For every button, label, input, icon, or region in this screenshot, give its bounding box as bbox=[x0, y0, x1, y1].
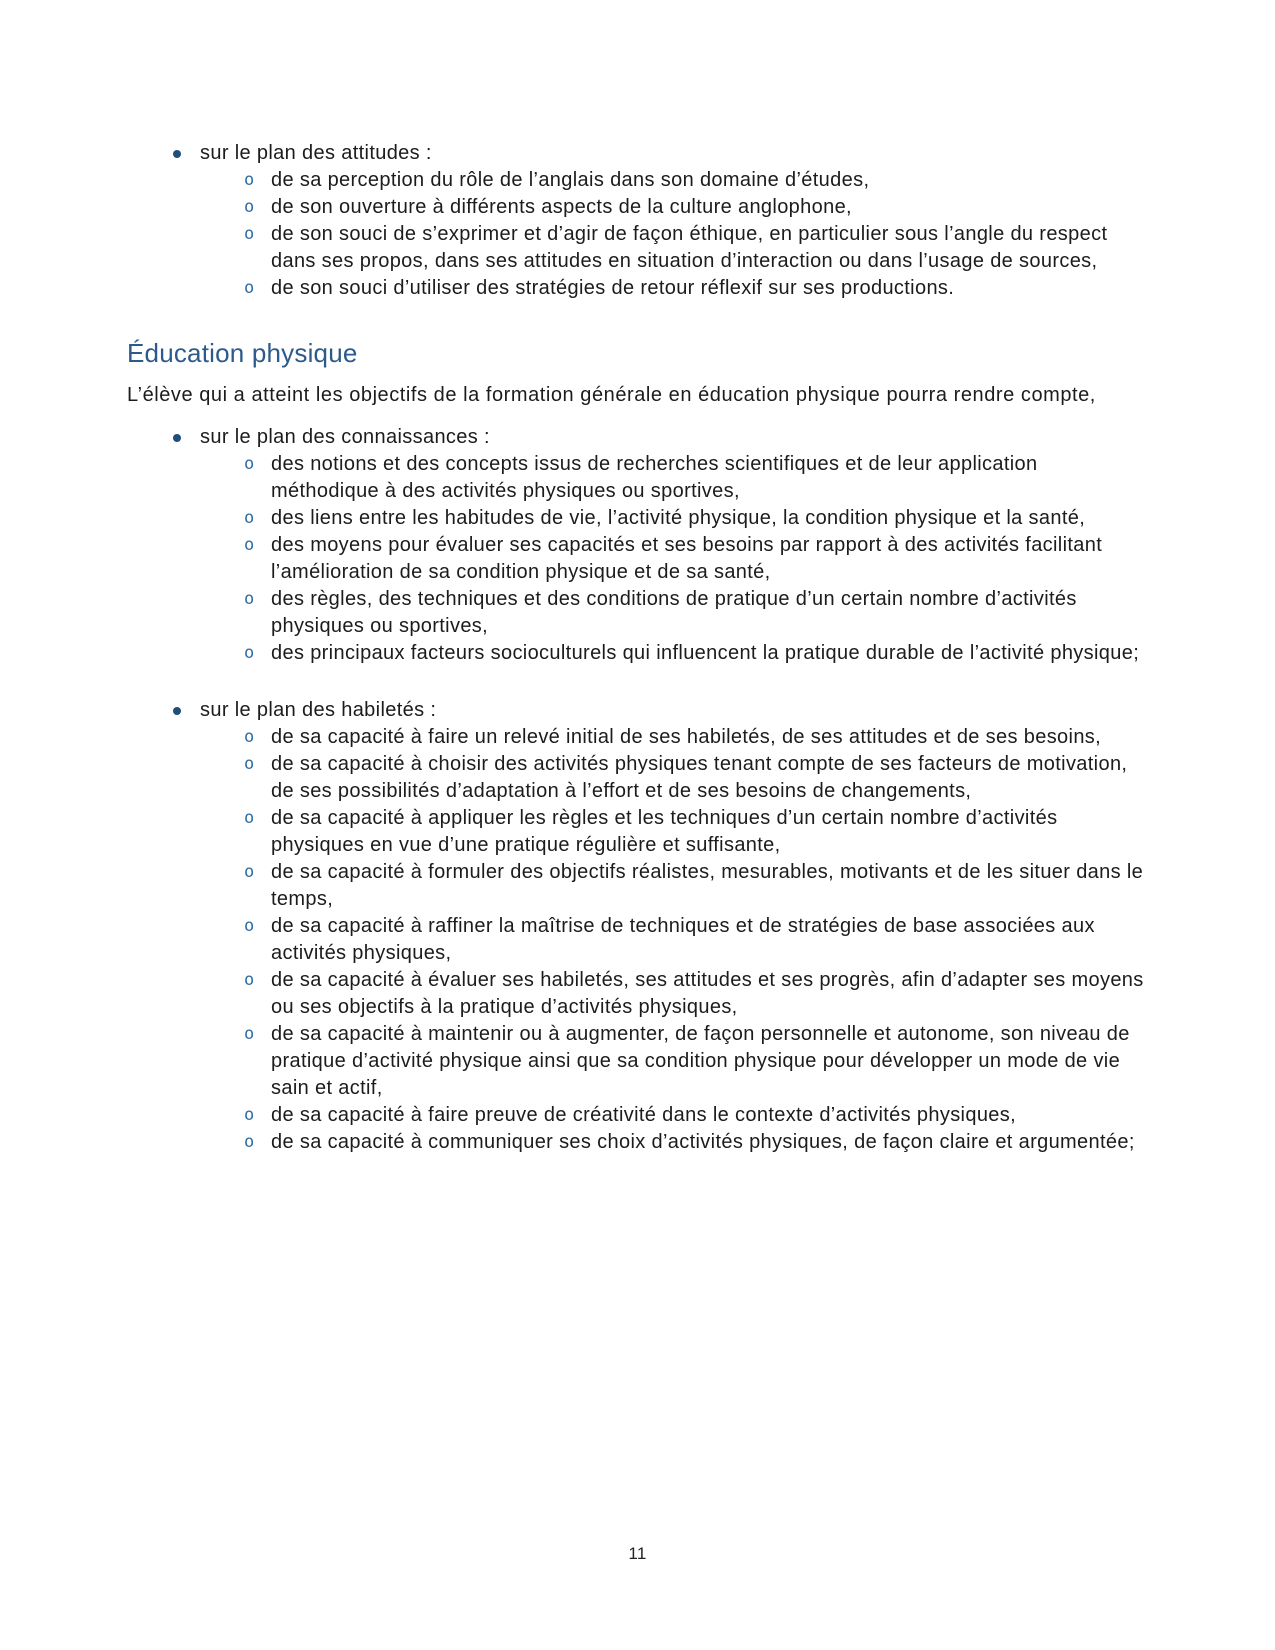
list-item bbox=[127, 1021, 1150, 1102]
circle-bullet-icon: o bbox=[244, 454, 255, 474]
circle-bullet-icon: o bbox=[244, 643, 255, 663]
list-item bbox=[127, 586, 1150, 640]
list-item bbox=[127, 221, 1150, 275]
list-item-text: de sa capacité à raffiner la maîtrise de techniques et de stratégies de base associées aux activités physiques, bbox=[271, 915, 1095, 964]
list-item-text: de sa capacité à choisir des activités physiques tenant compte de ses facteurs de motivation, de ses possibilités d’adaptation à l’effort et de ses besoins de changements, bbox=[271, 753, 1128, 802]
circle-bullet-icon: o bbox=[244, 727, 255, 747]
circle-bullet-icon: o bbox=[244, 1132, 255, 1152]
list-item bbox=[127, 697, 1150, 724]
bullet-dot-icon bbox=[173, 434, 181, 442]
list-item-text: de sa capacité à évaluer ses habiletés, ses attitudes et ses progrès, afin d’adapter ses moyens ou ses objectifs à la pratique d’activités physiques, bbox=[271, 969, 1144, 1018]
list-item-text: de sa perception du rôle de l’anglais dans son domaine d’études, bbox=[271, 169, 870, 191]
list-item-text: des liens entre les habitudes de vie, l’activité physique, la condition physique et la santé, bbox=[271, 507, 1086, 529]
list-item bbox=[127, 967, 1150, 1021]
list-item-text: de son ouverture à différents aspects de la culture anglophone, bbox=[271, 196, 852, 218]
circle-bullet-icon: o bbox=[244, 862, 255, 882]
list-item bbox=[127, 913, 1150, 967]
connaissances-list bbox=[127, 424, 1150, 667]
list-item bbox=[127, 505, 1150, 532]
list-label: sur le plan des connaissances : bbox=[200, 426, 490, 448]
list-item bbox=[127, 194, 1150, 221]
list-item bbox=[127, 751, 1150, 805]
list-item-text: des règles, des techniques et des conditions de pratique d’un certain nombre d’activités physiques ou sportives, bbox=[271, 588, 1077, 637]
circle-bullet-icon: o bbox=[244, 278, 255, 298]
circle-bullet-icon: o bbox=[244, 224, 255, 244]
list-item bbox=[127, 1129, 1150, 1156]
list-item-text: de sa capacité à communiquer ses choix d’activités physiques, de façon claire et argumentée; bbox=[271, 1131, 1135, 1153]
intro-paragraph: L’élève qui a atteint les objectifs de la formation générale en éducation physique pourra rendre compte, bbox=[127, 384, 1096, 406]
page-number: 11 bbox=[628, 1544, 647, 1563]
bullet-dot-icon bbox=[173, 707, 181, 715]
list-item bbox=[127, 724, 1150, 751]
circle-bullet-icon: o bbox=[244, 535, 255, 555]
list-item-text: de sa capacité à maintenir ou à augmenter, de façon personnelle et autonome, son niveau de pratique d’activité physique ainsi que sa condition physique pour développer un mode de vie sain et actif, bbox=[271, 1023, 1130, 1099]
section-heading: Éducation physique bbox=[127, 338, 358, 368]
list-item bbox=[127, 424, 1150, 451]
list-item-text: des moyens pour évaluer ses capacités et ses besoins par rapport à des activités facilitant l’amélioration de sa condition physique et de sa santé, bbox=[271, 534, 1103, 583]
list-item-text: des principaux facteurs socioculturels qui influencent la pratique durable de l’activité physique; bbox=[271, 642, 1140, 664]
attitudes-list bbox=[127, 140, 1150, 302]
list-item-text: de son souci de s’exprimer et d’agir de façon éthique, en particulier sous l’angle du respect dans ses propos, dans ses attitudes en situation d’interaction ou dans l’usage de sources, bbox=[271, 223, 1108, 272]
list-item-text: de sa capacité à appliquer les règles et les techniques d’un certain nombre d’activités physiques en vue d’une pratique régulière et suffisante, bbox=[271, 807, 1058, 856]
list-item-text: de sa capacité à faire preuve de créativité dans le contexte d’activités physiques, bbox=[271, 1104, 1017, 1126]
list-item bbox=[127, 805, 1150, 859]
list-item bbox=[127, 140, 1150, 167]
list-item bbox=[127, 859, 1150, 913]
circle-bullet-icon: o bbox=[244, 754, 255, 774]
list-item-text: des notions et des concepts issus de recherches scientifiques et de leur application méthodique à des activités physiques ou sportives, bbox=[271, 453, 1038, 502]
list-item-text: de sa capacité à formuler des objectifs réalistes, mesurables, motivants et de les situer dans le temps, bbox=[271, 861, 1144, 910]
list-item bbox=[127, 532, 1150, 586]
list-item bbox=[127, 451, 1150, 505]
circle-bullet-icon: o bbox=[244, 508, 255, 528]
bullet-dot-icon bbox=[173, 150, 181, 158]
habiletes-list bbox=[127, 697, 1150, 1156]
list-item-text: de son souci d’utiliser des stratégies de retour réflexif sur ses productions. bbox=[271, 277, 955, 299]
circle-bullet-icon: o bbox=[244, 1105, 255, 1125]
list-label: sur le plan des attitudes : bbox=[200, 142, 432, 164]
list-label: sur le plan des habiletés : bbox=[200, 699, 437, 721]
circle-bullet-icon: o bbox=[244, 970, 255, 990]
circle-bullet-icon: o bbox=[244, 170, 255, 190]
list-item bbox=[127, 275, 1150, 302]
circle-bullet-icon: o bbox=[244, 916, 255, 936]
list-item bbox=[127, 640, 1150, 667]
list-item-text: de sa capacité à faire un relevé initial de ses habiletés, de ses attitudes et de ses besoins, bbox=[271, 726, 1102, 748]
list-item bbox=[127, 1102, 1150, 1129]
circle-bullet-icon: o bbox=[244, 197, 255, 217]
circle-bullet-icon: o bbox=[244, 1024, 255, 1044]
circle-bullet-icon: o bbox=[244, 808, 255, 828]
circle-bullet-icon: o bbox=[244, 589, 255, 609]
list-item bbox=[127, 167, 1150, 194]
